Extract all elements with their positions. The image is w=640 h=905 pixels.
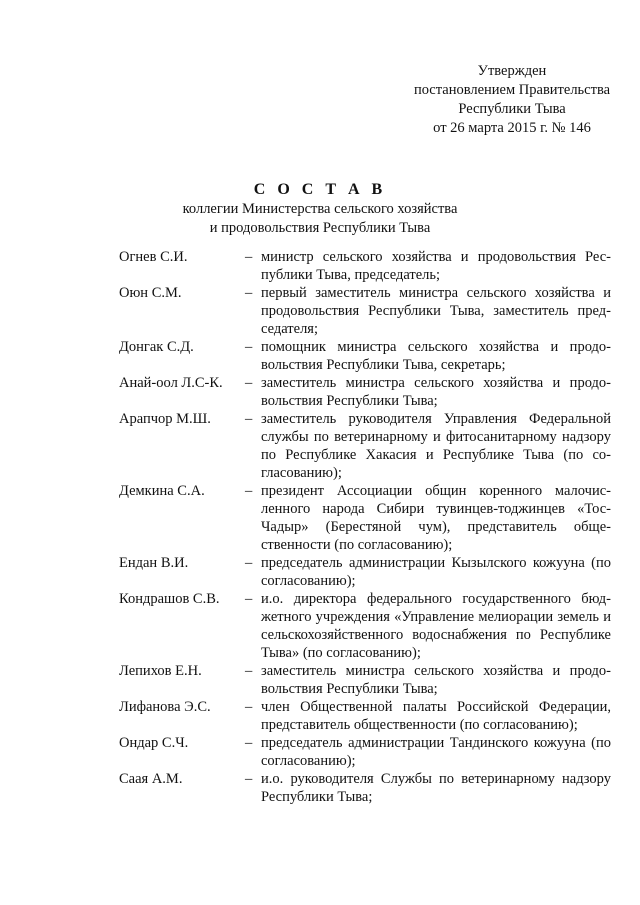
approval-stamp: [390, 62, 634, 138]
document-title-block: [0, 180, 640, 238]
member-dash: –: [245, 375, 253, 391]
member-position: и.о. руководителя Службы по ветеринарному надзору Республики Тыва;: [261, 771, 611, 805]
approval-line-decree: постановлением Правительства: [413, 82, 611, 98]
member-row: [119, 284, 611, 338]
approval-line-republic: Республики Тыва: [458, 101, 566, 117]
member-row: [119, 554, 611, 590]
member-position: председатель администрации Кызылского кожууна (по согласованию);: [261, 555, 611, 589]
member-position: и.о. директора федерального государственного бюджетного учреждения «Управление мелиорации земель и сельскохозяйственного водоснабжения по Республике Тыва» (по согласованию);: [261, 591, 611, 661]
member-dash: –: [245, 735, 253, 751]
member-name: Демкина С.А.: [119, 483, 205, 499]
member-position: председатель администрации Тандинского кожууна (по согласованию);: [261, 735, 611, 769]
member-dash: –: [245, 411, 253, 427]
approval-line-approved: Утвержден: [477, 63, 547, 79]
member-position: член Общественной палаты Российской Федерации, представитель общественности (по согласованию);: [261, 699, 611, 733]
member-name: Кондрашов С.В.: [119, 591, 220, 607]
member-position: помощник министра сельского хозяйства и продовольствия Республики Тыва, секретарь;: [261, 339, 611, 373]
member-row: [119, 698, 611, 734]
member-dash: –: [245, 339, 253, 355]
member-name: Арапчор М.Ш.: [119, 411, 211, 427]
member-dash: –: [245, 285, 253, 301]
member-name: Лепихов Е.Н.: [119, 663, 202, 679]
member-row: [119, 770, 611, 806]
member-row: [119, 662, 611, 698]
member-row: [119, 734, 611, 770]
member-position: президент Ассоциации общин коренного малочисленного народа Сибири тувинцев-тоджинцев «Тос-Чадыр» (Берестяной чум), представитель общественности (по согласованию);: [261, 483, 611, 553]
member-name: Анай-оол Л.С-К.: [119, 375, 223, 391]
member-dash: –: [245, 699, 253, 715]
member-dash: –: [245, 771, 253, 787]
member-dash: –: [245, 249, 253, 265]
member-name: Оюн С.М.: [119, 285, 182, 301]
member-dash: –: [245, 591, 253, 607]
member-position: министр сельского хозяйства и продовольствия Республики Тыва, председатель;: [261, 249, 611, 283]
member-row: [119, 338, 611, 374]
member-dash: –: [245, 663, 253, 679]
member-row: [119, 482, 611, 554]
member-position: заместитель руководителя Управления Федеральной службы по ветеринарному и фитосанитарному надзору по Республике Хакасия и Республике Тыва (по согласованию);: [261, 411, 611, 481]
approval-line-date: от 26 марта 2015 г. № 146: [433, 120, 591, 136]
member-dash: –: [245, 555, 253, 571]
member-name: Огнев С.И.: [119, 249, 188, 265]
member-position: заместитель министра сельского хозяйства и продовольствия Республики Тыва;: [261, 375, 611, 409]
member-row: [119, 248, 611, 284]
member-name: Саая А.М.: [119, 771, 183, 787]
member-row: [119, 410, 611, 482]
member-row: [119, 590, 611, 662]
member-position: первый заместитель министра сельского хозяйства и продовольствия Республики Тыва, заместитель председателя;: [261, 285, 611, 337]
members-list: [119, 248, 611, 806]
member-name: Донгак С.Д.: [119, 339, 194, 355]
member-name: Ондар С.Ч.: [119, 735, 189, 751]
document-subtitle-line1: коллегии Министерства сельского хозяйства: [182, 201, 458, 217]
document-subtitle-line2: и продовольствия Республики Тыва: [209, 220, 431, 236]
member-name: Лифанова Э.С.: [119, 699, 211, 715]
member-name: Ендан В.И.: [119, 555, 189, 571]
document-title: С О С Т А В: [253, 181, 387, 198]
member-position: заместитель министра сельского хозяйства и продовольствия Республики Тыва;: [261, 663, 611, 697]
member-row: [119, 374, 611, 410]
member-dash: –: [245, 483, 253, 499]
